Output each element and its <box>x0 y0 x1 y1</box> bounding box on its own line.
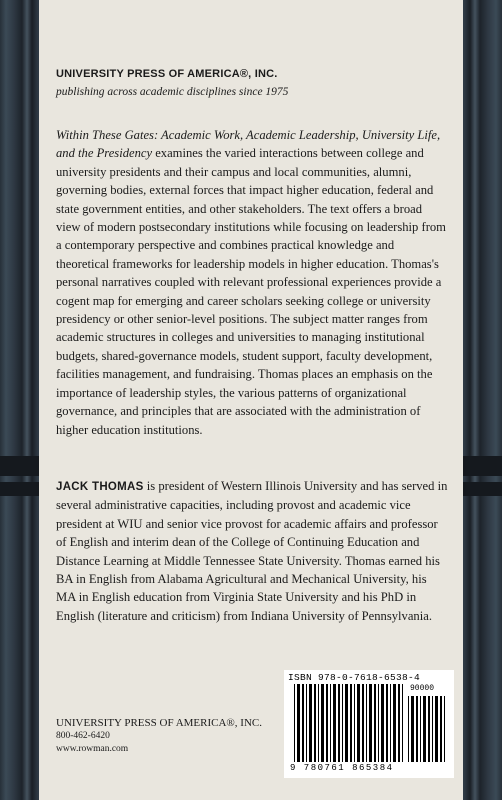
addon-number: 90000 <box>410 684 435 693</box>
cover-frame-right <box>462 0 502 800</box>
isbn-label: ISBN 978-0-7618-6538-4 <box>288 672 421 683</box>
footer-phone: 800-462-6420 <box>56 731 110 741</box>
book-title: Within These Gates: Academic Work, Academic Leadership, University Life, and the Presidency <box>56 128 441 161</box>
publisher-tagline: publishing across academic disciplines since 1975 <box>56 86 289 98</box>
footer-publisher: UNIVERSITY PRESS OF AMERICA®, INC. <box>56 717 262 729</box>
barcode-bars-icon <box>294 684 406 762</box>
ean-number: 9 780761 865384 <box>290 763 394 773</box>
author-bio <box>56 477 448 625</box>
barcode <box>284 670 454 778</box>
author-name: JACK THOMAS <box>56 481 144 493</box>
footer-website: www.rowman.com <box>56 744 129 754</box>
footer-publisher-block <box>56 717 262 756</box>
publisher-heading: UNIVERSITY PRESS OF AMERICA®, INC. <box>56 68 278 80</box>
description-body: examines the varied interactions between college and university presidents and their campus and local communities, alumni, governing bodies, external forces that impact higher education, federal and state government entities, and other stakeholders. The text offers a broad view of modern postsecondary institutions while focusing on leadership from a contemporary perspective and combines practical knowledge and theoretical frameworks for leadership models in higher education. Thomas's personal narratives coupled with relevant professional experiences provide a cogent map for emerging and career scholars seeking college or university presidency or other senior-level positions. The subject matter ranges from academic structures in colleges and universities to managing institutional budgets, shared-governance models, student support, faculty development, facilities management, and fundraising. Thomas places an emphasis on the importance of leadership styles, the various patterns of organizational governance, and principles that are associated with the administration of higher education institutions. <box>56 146 446 437</box>
book-description <box>56 126 448 439</box>
barcode-addon-bars-icon <box>408 696 448 762</box>
author-bio-text: is president of Western Illinois University and has served in several administrative capacities, including provost and academic vice president at WIU and senior vice provost for academic affairs and professor of English and interim dean of the College of Continuing Education and Distance Learning at Middle Tennessee State University. Thomas earned his BA in English from Alabama Agricultural and Mechanical University, his MA in English education from Virginia State University and his PhD in English (literature and criticism) from Indiana University of Pennsylvania. <box>56 479 448 623</box>
